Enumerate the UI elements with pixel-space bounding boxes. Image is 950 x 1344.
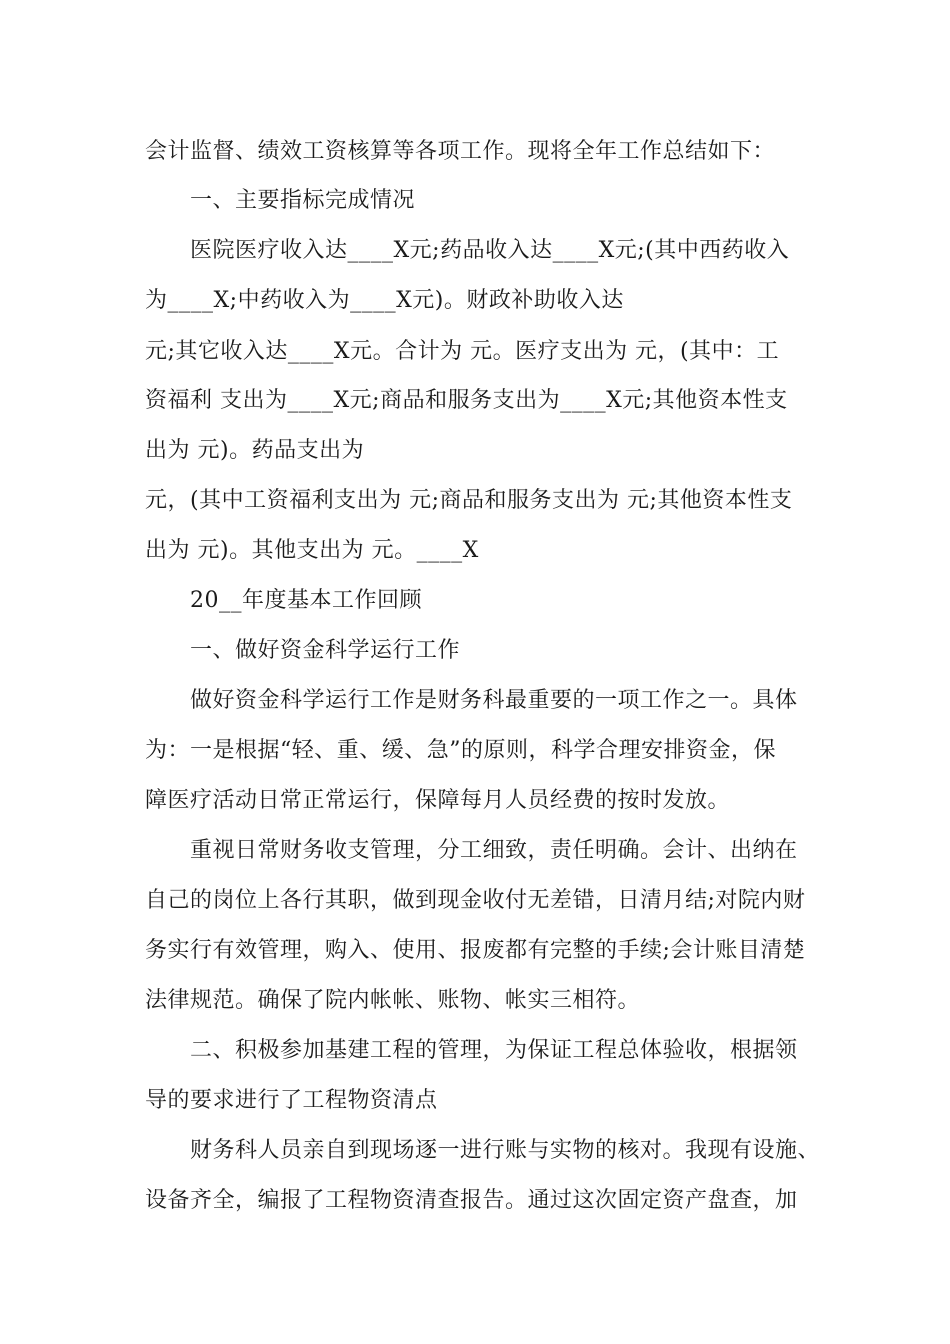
section-heading: 二、积极参加基建工程的管理，为保证工程总体验收，根据领 [190, 1038, 798, 1063]
body-text-line: 法律规范。确保了院内帐帐、账物、帐实三相符。 [145, 988, 641, 1013]
body-text-line: 为____X;中药收入为____X元)。财政补助收入达 [145, 288, 624, 313]
section-heading: 一、主要指标完成情况 [190, 188, 416, 213]
body-text-line: 障医疗活动日常正常运行，保障每月人员经费的按时发放。 [145, 788, 731, 813]
body-text-line: 元，(其中工资福利支出为 元;商品和服务支出为 元;其他资本性支 [145, 488, 793, 513]
body-text-line: 自己的岗位上各行其职，做到现金收付无差错，日清月结;对院内财 [145, 888, 806, 913]
body-text-line: 会计监督、绩效工资核算等各项工作。现将全年工作总结如下： [145, 139, 776, 164]
body-text-line: 出为 元)。药品支出为 [145, 438, 365, 463]
section-heading: 导的要求进行了工程物资清点 [145, 1088, 438, 1113]
section-heading: 20__年度基本工作回顾 [190, 588, 422, 613]
body-text-line: 设备齐全，编报了工程物资清查报告。通过这次固定资产盘查，加 [145, 1188, 798, 1213]
body-text-line: 医院医疗收入达____X元;药品收入达____X元;(其中西药收入 [190, 238, 790, 263]
section-heading: 一、做好资金科学运行工作 [190, 638, 461, 663]
body-text-line: 出为 元)。其他支出为 元。____X [145, 538, 479, 563]
body-text-line: 务实行有效管理，购入、使用、报废都有完整的手续;会计账目清楚 [145, 938, 806, 963]
body-text-line: 财务科人员亲自到现场逐一进行账与实物的核对。我现有设施、 [190, 1138, 821, 1163]
body-text-line: 重视日常财务收支管理，分工细致，责任明确。会计、出纳在 [190, 838, 798, 863]
body-text-line: 做好资金科学运行工作是财务科最重要的一项工作之一。具体 [190, 688, 798, 713]
body-text-line: 为：一是根据“轻、重、缓、急”的原则，科学合理安排资金，保 [145, 738, 776, 763]
body-text-line: 元;其它收入达____X元。合计为 元。医疗支出为 元，(其中：工 [145, 339, 780, 364]
body-text-line: 资福利 支出为____X元;商品和服务支出为____X元;其他资本性支 [145, 388, 788, 413]
